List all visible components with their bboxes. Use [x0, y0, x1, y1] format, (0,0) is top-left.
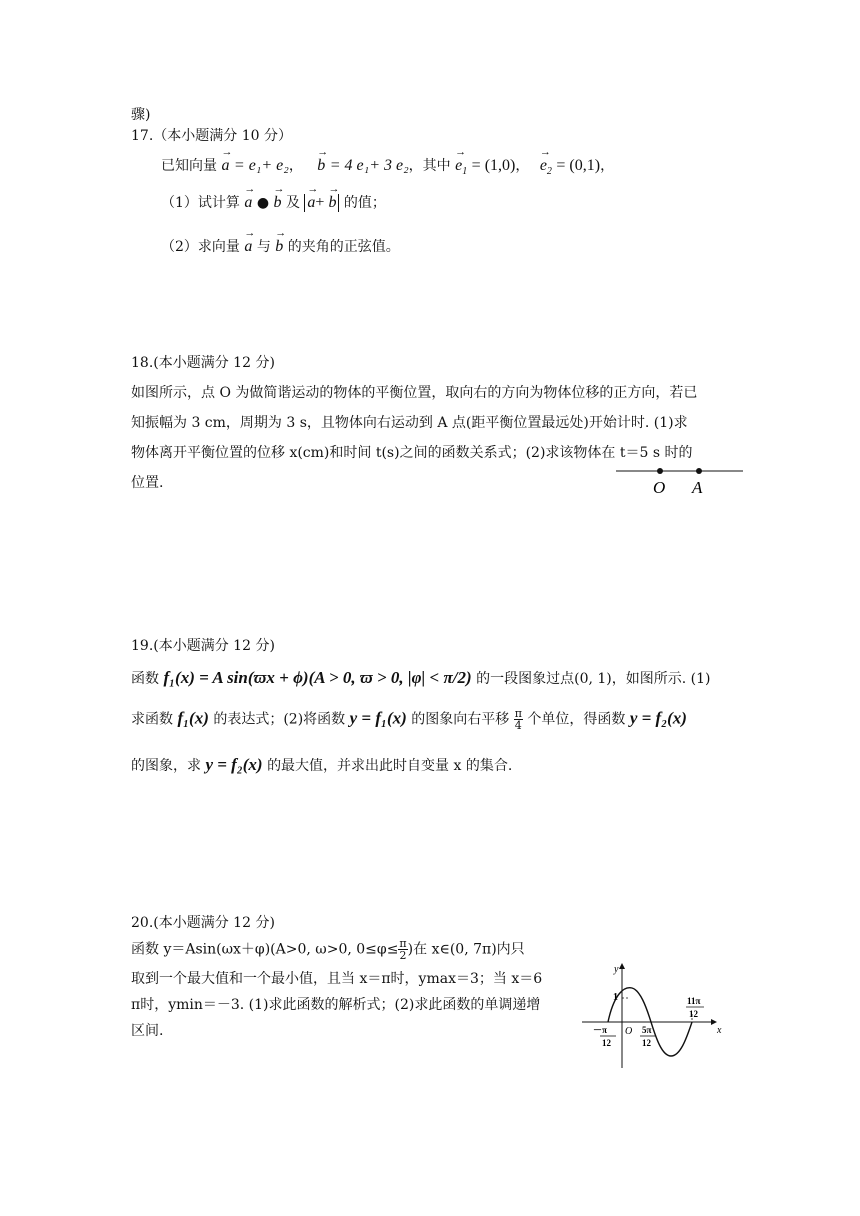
- q19-line1-prefix: 函数: [131, 671, 159, 687]
- q17-line1-prefix: 已知向量: [161, 158, 217, 174]
- origin-label: O: [625, 1026, 633, 1037]
- q17-middle: ，其中: [408, 158, 451, 174]
- point-a: [696, 468, 702, 474]
- q20-line1-suffix: )在 x∈(0, 7π)内只: [407, 941, 525, 958]
- label-a: A: [692, 478, 703, 497]
- q18-line1: 如图所示，点 O 为做简谐运动的物体的平衡位置，取向右的方向为物体位移的正方向，若已: [131, 385, 698, 401]
- x-neg-label: [593, 1025, 616, 1048]
- q19-line1-suffix: 的一段图象过点(0, 1)，如图所示. (1): [476, 671, 711, 687]
- svg-text:12: 12: [689, 1009, 698, 1019]
- y-tick-label: 1: [613, 992, 618, 1003]
- q19-line3-prefix: 的图象，求: [131, 758, 201, 774]
- label-o: O: [653, 478, 666, 497]
- dot-operator: ●: [256, 195, 270, 211]
- q19-line3-suffix: 的最大值，并求出此时自变量 x 的集合.: [267, 758, 513, 774]
- vector-b: → b: [275, 238, 283, 256]
- svg-text:5π: 5π: [642, 1025, 652, 1035]
- q18-line4: 位置.: [131, 475, 164, 491]
- q20-line2: 取到一个最大值和一个最小值，且当 x＝π时，ymax＝3；当 x＝6: [131, 971, 543, 987]
- top-fragment: 骤): [131, 107, 151, 123]
- q17-part1: [161, 192, 386, 212]
- q18-line2: 知振幅为 3 cm，周期为 3 s，且物体向右运动到 A 点(距平衡位置最远处)开始计时. (1)求: [131, 415, 688, 431]
- svg-text:12: 12: [602, 1038, 611, 1048]
- a-definition: = e₁+ e₂: [233, 157, 289, 174]
- q19-header: 19.(本小题满分 12 分): [131, 638, 275, 654]
- q17-part2: [161, 236, 400, 256]
- vector-a: → a: [244, 238, 252, 256]
- vector-b: → b: [274, 194, 282, 212]
- q17-header: 17.（本小题满分 10 分）: [131, 128, 292, 144]
- q19-line1: [131, 668, 710, 688]
- q17-part2-prefix: （2）求向量: [161, 239, 240, 255]
- shift-fraction: $\frac{\pi}{4}$: [514, 707, 522, 732]
- e1-definition: = (1,0): [471, 157, 516, 174]
- q19-line2-prefix: 求函数: [131, 711, 173, 728]
- q17-part1-prefix: （1）试计算: [161, 195, 240, 211]
- point-o: [657, 468, 663, 474]
- vector-a: → a: [244, 194, 252, 212]
- q19-line2-mid1: 的表达式；(2)将函数: [213, 711, 346, 728]
- q18-line3: 物体离开平衡位置的位移 x(cm)和时间 t(s)之间的函数关系式；(2)求该物体在 t＝5 s 时的: [131, 445, 693, 461]
- vector-a: → a: [221, 157, 229, 175]
- sine-graph: [580, 958, 726, 1070]
- q17-part1-and: 及: [285, 195, 300, 211]
- q19-line3: [131, 755, 512, 775]
- vector-b: → b: [317, 157, 325, 175]
- formula-y-f2: y = f₂(x): [205, 755, 263, 774]
- phi-fraction: $\frac{\pi}{2}$: [399, 937, 407, 962]
- x-axis-label: x: [717, 1025, 722, 1036]
- q17-part2-suffix: 的夹角的正弦值。: [287, 239, 400, 255]
- q20-line3: π时，ymin＝－3. (1)求此函数的解析式；(2)求此函数的单调递增: [131, 997, 541, 1013]
- b-definition: = 4 e₁+ 3 e₂: [329, 157, 409, 174]
- q20-line1-prefix: 函数 y＝Asin(ωx＋φ)(A>0, ω>0, 0≤φ≤: [131, 941, 399, 958]
- x-right-label: [686, 996, 704, 1019]
- q18-header: 18.(本小题满分 12 分): [131, 355, 275, 371]
- y-axis-label: y: [614, 964, 619, 975]
- q17-part1-suffix: 的值；: [343, 195, 386, 211]
- svg-text:11π: 11π: [687, 996, 701, 1006]
- q19-line2-mid2: 的图象向右平移: [411, 711, 510, 728]
- svg-text:12: 12: [642, 1038, 651, 1048]
- magnitude-a-plus-b: → a+ → b: [304, 194, 339, 212]
- q17-line1: 已知向量 → a = e₁+ e₂， → b = 4 e₁+ 3 e₂，其中 → $e_1 = (1,0)$， → $e_2 = (0,1)$，: [161, 155, 614, 177]
- q20-line4: 区间.: [131, 1023, 164, 1039]
- vector-e2: → $e_2$: [540, 157, 552, 177]
- svg-text:－π: －π: [593, 1025, 607, 1035]
- q17-part2-mid: 与: [256, 239, 271, 255]
- formula-y-f1: y = f₁(x): [349, 708, 407, 728]
- q19-line2-mid3: 个单位，得函数: [527, 711, 626, 728]
- q20-header: 20.(本小题满分 12 分): [131, 915, 275, 931]
- formula-f1-short: f₁(x): [177, 708, 209, 728]
- vector-e1: → $e_1$: [455, 157, 467, 177]
- formula-y-f2: y = f₂(x): [629, 708, 687, 728]
- q20-line1: [131, 938, 525, 961]
- q19-line2: [131, 708, 687, 731]
- formula-f1: f₁(x) = A sin(ϖx + ϕ)(A > 0, ϖ > 0, |φ| < π/2): [163, 668, 472, 687]
- spring-figure: [612, 460, 747, 498]
- e2-definition: = (0,1): [556, 157, 601, 174]
